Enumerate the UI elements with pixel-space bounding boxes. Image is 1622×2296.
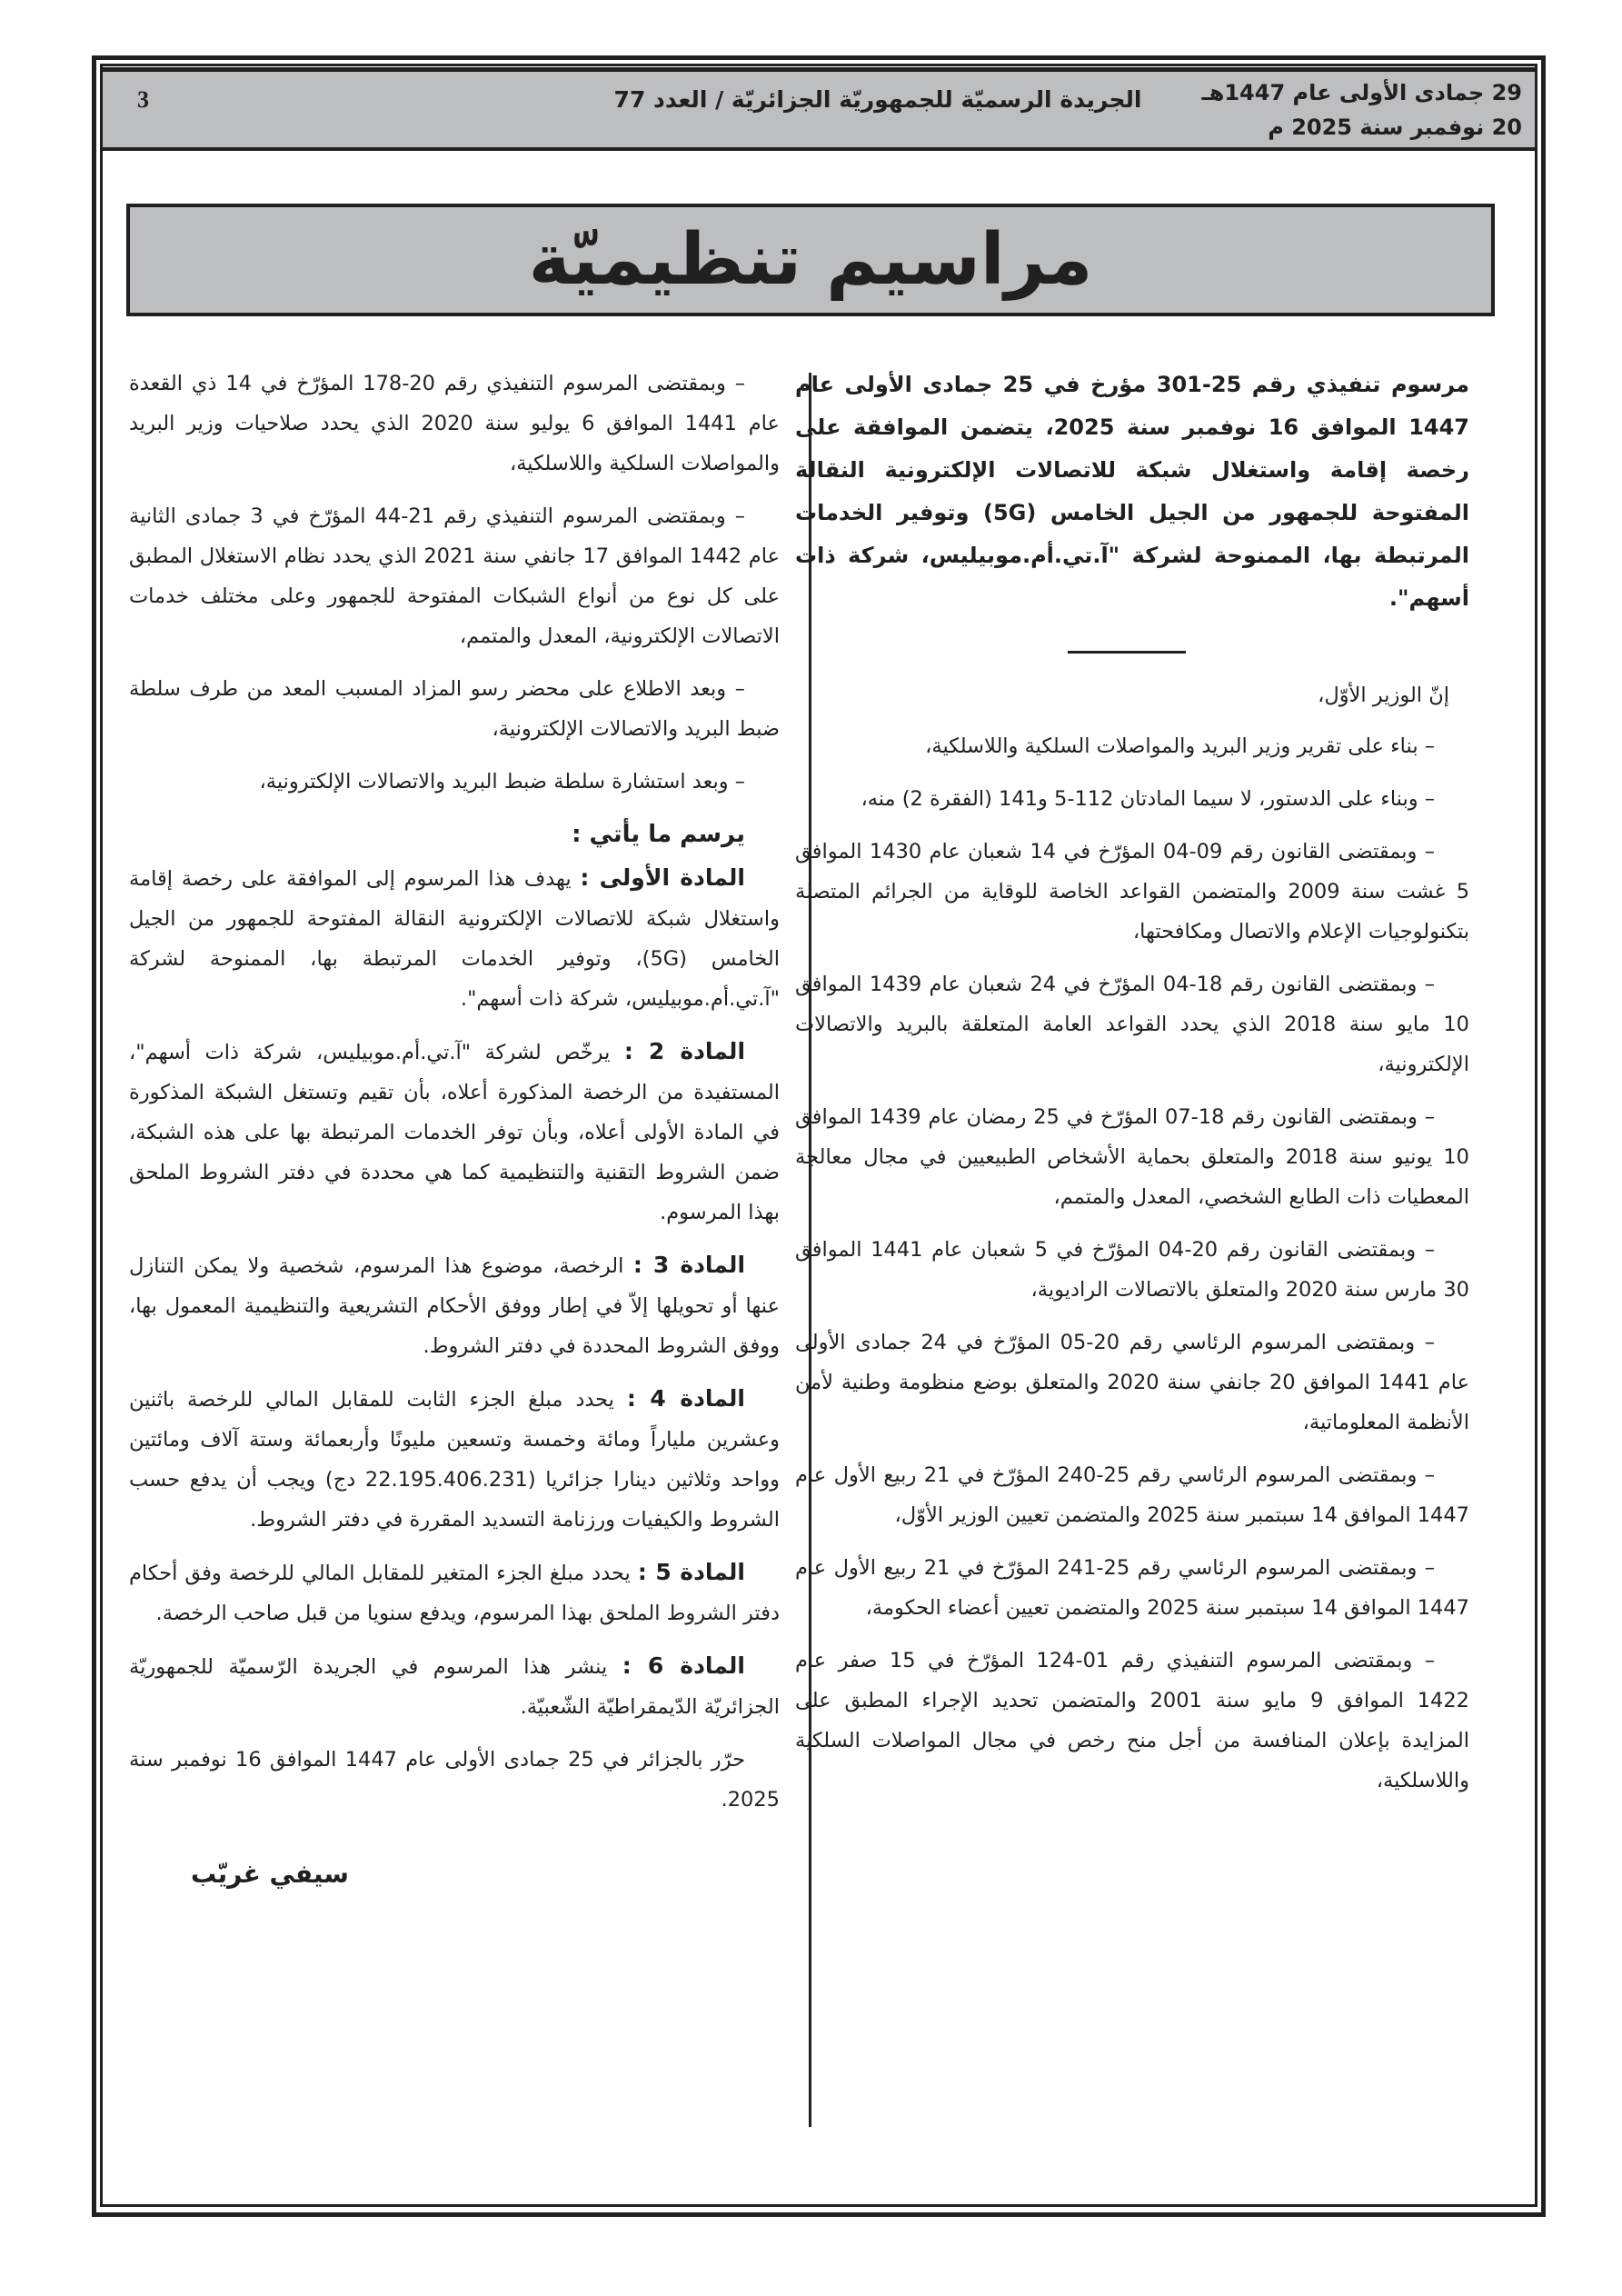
article-6 bbox=[129, 1646, 780, 1727]
article-text: يحدد مبلغ الجزء الثابت للمقابل المالي للرخصة باثنين وعشرين ملياراً ومائة وخمسة وتسعين مليونًا وأربعمائة وستة آلاف ومائتين وواحد وثلاثين دينارا جزائريا (22.195.406.231 دج) ويجب أن يدفع حسب الشروط والكيفيات ورزنامة التسديد المقررة في دفتر الشروط. bbox=[129, 1388, 781, 1532]
header-date-hijri: 29 جمادى الأولى عام 1447هـ bbox=[1201, 80, 1522, 105]
decree-title: مرسوم تنفيذي رقم 25-301 مؤرخ في 25 جمادى الأولى عام 1447 الموافق 16 نوفمبر سنة 2025، يتضمن الموافقة على رخصة إقامة واستغلال شبكة للاتصالات الإلكترونية النقالة المفتوحة للجمهور من الجيل الخامس (5G) وتوفير الخدمات المرتبطة بها، الممنوحة لشركة "آ.تي.أم.موبيليس، شركة ذات أسهم". bbox=[795, 372, 1469, 611]
article-label: المادة 2 : bbox=[623, 1038, 746, 1064]
closing-line: حرّر بالجزائر في 25 جمادى الأولى عام 1447 الموافق 16 نوفمبر سنة 2025. bbox=[129, 1748, 780, 1812]
decree-opener: إنّ الوزير الأوّل، bbox=[1318, 684, 1449, 707]
article-text: ينشر هذا المرسوم في الجريدة الرّسميّة للجمهوريّة الجزائريّة الدّيمقراطيّة الشّعبيّة. bbox=[129, 1655, 780, 1719]
article-text: يهدف هذا المرسوم إلى الموافقة على رخصة إقامة واستغلال شبكة للاتصالات الإلكترونية النقالة المفتوحة للجمهور من الجيل الخامس (5G)، وتوفير الخدمات المرتبطة بها، الممنوحة لشركة "آ.تي.أم.موبيليس، شركة ذات أسهم". bbox=[129, 867, 781, 1011]
signatory: سيفي غريّب bbox=[191, 1859, 349, 1889]
journal-title: الجريدة الرسميّة للجمهوريّة الجزائريّة / العدد 77 bbox=[613, 86, 1142, 113]
article-label: المادة 3 : bbox=[632, 1252, 746, 1278]
recital: – وبمقتضى القانون رقم 09-04 المؤرّخ في 14 شعبان عام 1430 الموافق 5 غشت سنة 2009 والمتضمن القواعد الخاصة للوقاية من الجرائم المتصلة بتكنولوجيات الإعلام والاتصال ومكافحتها، bbox=[795, 840, 1470, 943]
article-4 bbox=[129, 1379, 780, 1540]
recital: – وبمقتضى المرسوم التنفيذي رقم 20-178 المؤرّخ في 14 ذي القعدة عام 1441 الموافق 6 يوليو سنة 2020 الذي يحدد صلاحيات وزير البريد والمواصلات السلكية واللاسلكية، bbox=[129, 372, 780, 475]
recital: – وبعد استشارة سلطة ضبط البريد والاتصالات الإلكترونية، bbox=[259, 770, 745, 794]
article-label: المادة الأولى : bbox=[580, 864, 745, 891]
section-banner bbox=[126, 204, 1495, 316]
running-header bbox=[103, 67, 1535, 151]
recital: – وبمقتضى القانون رقم 18-07 المؤرّخ في 25 رمضان عام 1439 الموافق 10 يونيو سنة 2018 والمتعلق بحماية الأشخاص الطبيعيين في مجال معالجة المعطيات ذات الطابع الشخصي، المعدل والمتمم، bbox=[795, 1105, 1469, 1209]
recital: – وبمقتضى المرسوم الرئاسي رقم 25-241 المؤرّخ في 21 ربيع الأول عام 1447 الموافق 14 سبتمبر سنة 2025 والمتضمن تعيين أعضاء الحكومة، bbox=[795, 1556, 1469, 1620]
article-3 bbox=[129, 1245, 780, 1366]
article-5 bbox=[129, 1552, 780, 1633]
recital: – وبمقتضى القانون رقم 20-04 المؤرّخ في 5 شعبان عام 1441 الموافق 30 مارس سنة 2020 والمتعلق بالاتصالات الراديوية، bbox=[795, 1238, 1469, 1302]
recital: – بناء على تقرير وزير البريد والمواصلات السلكية واللاسلكية، bbox=[925, 734, 1435, 758]
recital: – وبمقتضى المرسوم الرئاسي رقم 20-05 المؤرّخ في 24 جمادى الأولى عام 1441 الموافق 20 جانفي سنة 2020 والمتعلق بوضع منظومة وطنية لأمن الأنظمة المعلوماتية، bbox=[795, 1331, 1469, 1434]
header-date-gregorian: 20 نوفمبر سنة 2025 م bbox=[1268, 115, 1522, 140]
article-text: الرخصة، موضوع هذا المرسوم، شخصية ولا يمكن التنازل عنها أو تحويلها إلاّ في إطار ووفق الأحكام التشريعية والتنظيمية المعمول بها، ووفق الشروط المحددة في دفتر الشروط. bbox=[129, 1254, 780, 1358]
recital: – وبناء على الدستور، لا سيما المادتان 112-5 و141 (الفقرة 2) منه، bbox=[861, 787, 1435, 811]
recital: – وبمقتضى المرسوم التنفيذي رقم 21-44 المؤرّخ في 3 جمادى الثانية عام 1442 الموافق 17 جانفي سنة 2021 الذي يحدد نظام الاستغلال المطبق على كل نوع من أنواع الشبكات المفتوحة للجمهور وعلى مختلف خدمات الاتصالات الإلكترونية، المعدل والمتمم، bbox=[129, 504, 780, 648]
decree-verb: يرسم ما يأتي : bbox=[572, 821, 745, 848]
article-text: يحدد مبلغ الجزء المتغير للمقابل المالي للرخصة وفق أحكام دفتر الشروط الملحق بهذا المرسوم، ويدفع سنويا من قبل صاحب الرخصة. bbox=[129, 1562, 780, 1625]
article-text: يرخّص لشركة "آ.تي.أم.موبيليس، شركة ذات أسهم"، المستفيدة من الرخصة المذكورة أعلاه، بأن تقيم وتستغل الشبكة المذكورة في المادة الأولى أعلاه، وبأن توفر الخدمات المرتبطة بها على هذه الشبكة، ضمن الشروط التقنية والتنظيمية كما هي محددة في دفتر الشروط الملحق بهذا المرسوم. bbox=[129, 1041, 780, 1224]
article-1 bbox=[129, 858, 780, 1019]
recital: – وبمقتضى المرسوم التنفيذي رقم 01-124 المؤرّخ في 15 صفر عام 1422 الموافق 9 مايو سنة 2001 والمتضمن تحديد الإجراء المطبق على المزايدة بإعلان المنافسة من أجل منح رخص في مجال المواصلات السلكية واللاسلكية، bbox=[795, 1649, 1469, 1792]
article-2 bbox=[129, 1032, 780, 1233]
recital: – وبمقتضى القانون رقم 18-04 المؤرّخ في 24 شعبان عام 1439 الموافق 10 مايو سنة 2018 الذي يحدد القواعد العامة المتعلقة بالبريد والاتصالات الإلكترونية، bbox=[795, 973, 1469, 1076]
recital: – وبمقتضى المرسوم الرئاسي رقم 25-240 المؤرّخ في 21 ربيع الأول عام 1447 الموافق 14 سبتمبر سنة 2025 والمتضمن تعيين الوزير الأوّل، bbox=[795, 1463, 1469, 1527]
article-label: المادة 4 : bbox=[626, 1385, 746, 1412]
recital: – وبعد الاطلاع على محضر رسو المزاد المسبب المعد من طرف سلطة ضبط البريد والاتصالات الإلكترونية، bbox=[129, 677, 780, 741]
section-title: مراسيم تنظيميّة bbox=[528, 219, 1093, 301]
title-separator bbox=[1068, 651, 1186, 654]
article-label: المادة 5 : bbox=[637, 1559, 746, 1585]
column-left bbox=[129, 364, 780, 1894]
column-right bbox=[795, 364, 1469, 1813]
article-label: المادة 6 : bbox=[622, 1652, 746, 1679]
page-number: 3 bbox=[137, 86, 149, 113]
